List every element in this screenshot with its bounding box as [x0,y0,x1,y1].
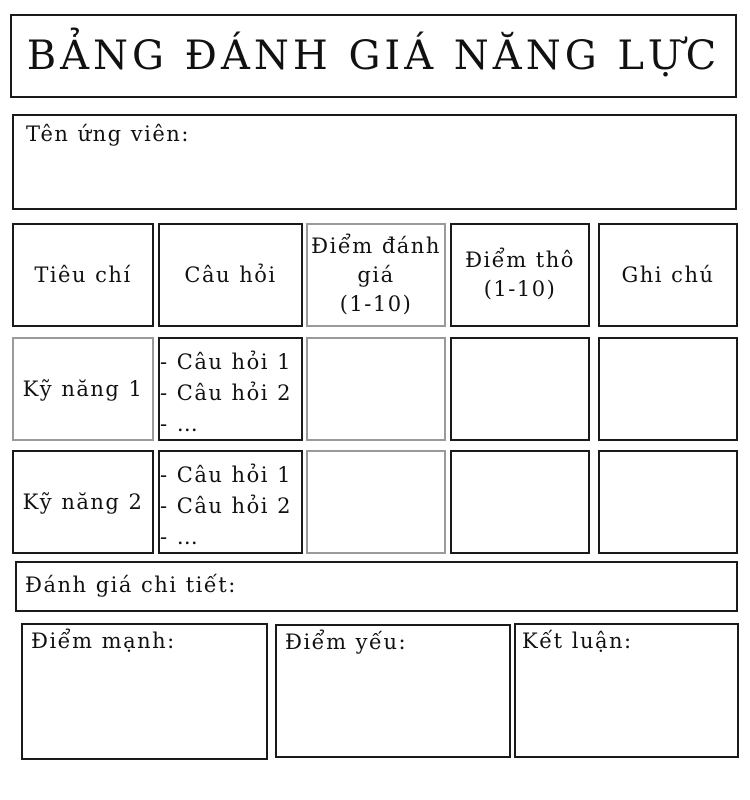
row-2-criteria [12,450,154,554]
header-notes [598,223,738,327]
header-score-line3: (1-10) [339,291,413,316]
row-1-question-2: - Câu hỏi 2 [160,381,292,405]
row-1-question-more: - … [160,412,200,436]
header-criteria-label: Tiêu chí [34,262,132,287]
title-box [10,14,737,98]
header-criteria [12,223,154,327]
header-raw-line1: Điểm thô [465,248,575,272]
row-2-question-1: - Câu hỏi 1 [160,463,292,487]
row-1-raw-score-cell[interactable] [450,337,590,441]
row-1-question-list [160,347,292,440]
row-2-score-cell[interactable] [306,450,446,554]
row-2-raw-score-cell[interactable] [450,450,590,554]
candidate-name-box[interactable] [12,114,737,210]
row-1-question-1: - Câu hỏi 1 [160,350,292,374]
strengths-box[interactable] [21,623,268,760]
row-2-question-more: - … [160,525,200,549]
row-1-criteria [12,337,154,441]
row-2-questions [158,450,303,554]
row-2-question-list [160,460,292,553]
row-1-criteria-label: Kỹ năng 1 [22,376,144,401]
header-raw-line2: (1-10) [483,277,557,301]
detail-evaluation-box[interactable] [15,561,738,612]
row-2-criteria-label: Kỹ năng 2 [22,489,144,514]
row-2-notes-cell[interactable] [598,450,738,554]
header-score-line1: Điểm đánh [311,233,441,258]
conclusion-label: Kết luận: [522,629,633,653]
page-title: BẢNG ĐÁNH GIÁ NĂNG LỰC [26,33,721,79]
row-2-question-2: - Câu hỏi 2 [160,494,292,518]
weaknesses-box[interactable] [275,624,511,758]
header-raw-score [450,223,590,327]
header-questions [158,223,303,327]
row-1-questions [158,337,303,441]
header-score-line2: giá [357,262,395,287]
header-notes-label: Ghi chú [621,262,715,287]
row-1-notes-cell[interactable] [598,337,738,441]
header-questions-label: Câu hỏi [184,262,277,287]
header-score [306,223,446,327]
weaknesses-label: Điểm yếu: [285,630,408,654]
row-1-score-cell[interactable] [306,337,446,441]
candidate-name-label: Tên ứng viên: [26,122,190,146]
detail-evaluation-label: Đánh giá chi tiết: [25,573,237,597]
conclusion-box[interactable] [514,623,739,758]
strengths-label: Điểm mạnh: [31,629,176,653]
